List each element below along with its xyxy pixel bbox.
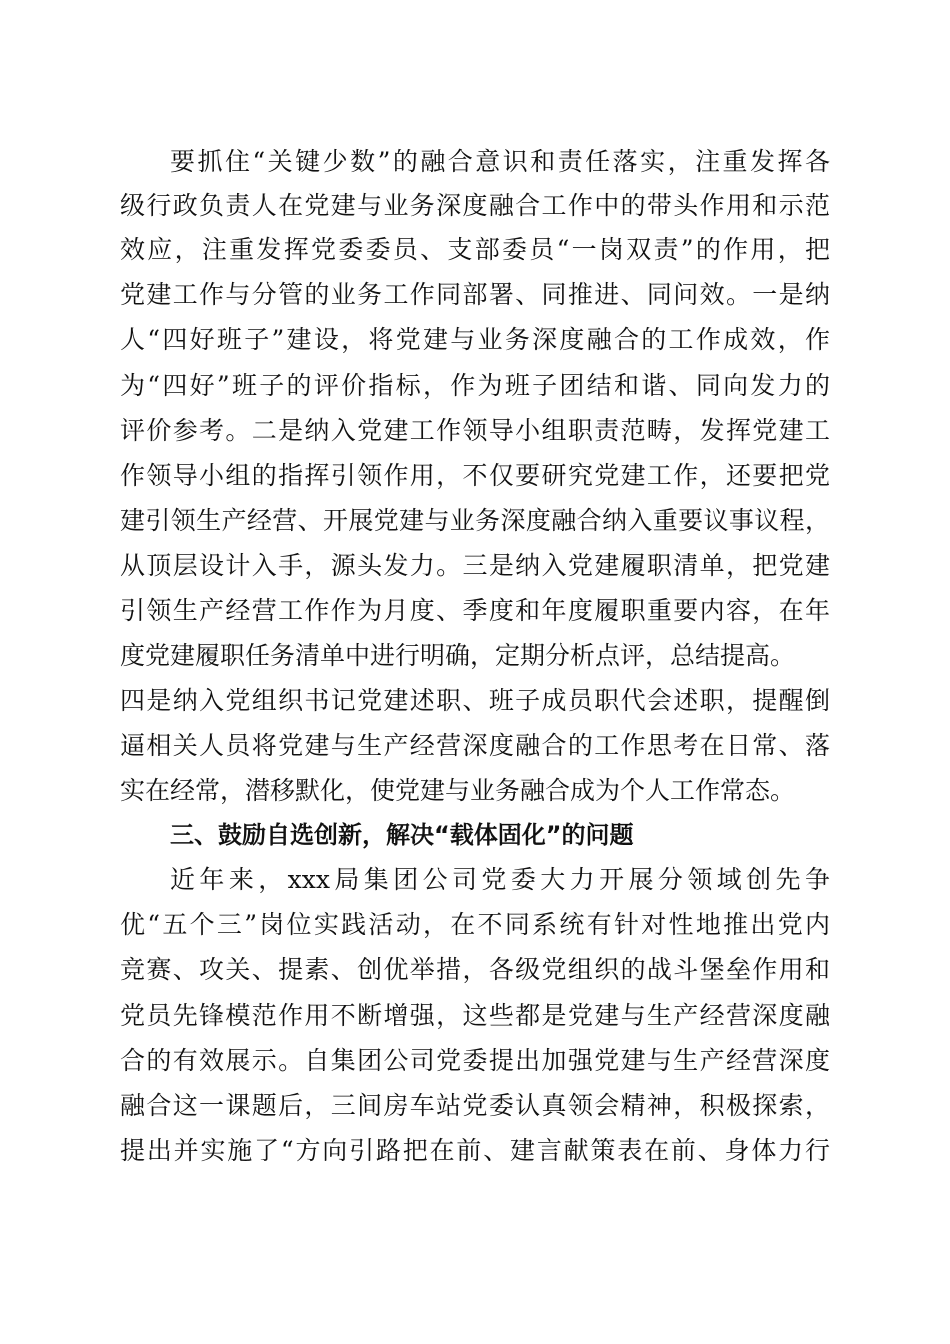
paragraph-2-line-5: 合的有效展示。自集团公司党委提出加强党建与生产经营深度 (120, 1046, 830, 1075)
paragraph-2-line-3: 竞赛、攻关、提素、创优举措，各级党组织的战斗堡垒作用和 (120, 955, 830, 984)
section-heading: 三、鼓励自选创新，解决“载体固化”的问题 (170, 821, 634, 849)
paragraph-1-line-12: 度党建履职任务清单中进行明确，定期分析点评，总结提高。 (120, 641, 796, 670)
paragraph-1-line-3: 效应，注重发挥党委委员、支部委员“一岗双责”的作用，把 (120, 235, 830, 264)
paragraph-2-line-6: 融合这一课题后，三间房车站党委认真领会精神，积极探索， (120, 1091, 830, 1120)
paragraph-1-line-2: 级行政负责人在党建与业务深度融合工作中的带头作用和示范 (120, 191, 830, 220)
paragraph-1-line-9: 建引领生产经营、开展党建与业务深度融合纳入重要议事议程， (120, 506, 830, 535)
paragraph-1-line-15: 实在经常，潜移默化，使党建与业务融合成为个人工作常态。 (120, 776, 796, 805)
paragraph-2-line-1: 近年来，xxx局集团公司党委大力开展分领域创先争 (170, 865, 830, 894)
paragraph-1-line-7: 评价参考。二是纳入党建工作领导小组职责范畴，发挥党建工 (120, 416, 830, 445)
paragraph-1-line-14: 逼相关人员将党建与生产经营深度融合的工作思考在日常、落 (120, 731, 830, 760)
paragraph-1-line-8: 作领导小组的指挥引领作用，不仅要研究党建工作，还要把党 (120, 461, 830, 490)
paragraph-1-line-10: 从顶层设计入手，源头发力。三是纳入党建履职清单，把党建 (120, 551, 830, 580)
paragraph-1-line-1: 要抓住“关键少数”的融合意识和责任落实，注重发挥各 (170, 147, 830, 176)
paragraph-1-line-5: 人“四好班子”建设，将党建与业务深度融合的工作成效，作 (120, 325, 830, 354)
paragraph-1-line-13: 四是纳入党组织书记党建述职、班子成员职代会述职，提醒倒 (120, 686, 830, 715)
paragraph-2-line-7: 提出并实施了“方向引路把在前、建言献策表在前、身体力行 (120, 1136, 830, 1165)
paragraph-1-line-6: 为“四好”班子的评价指标，作为班子团结和谐、同向发力的 (120, 371, 830, 400)
paragraph-2-line-4: 党员先锋模范作用不断增强，这些都是党建与生产经营深度融 (120, 1001, 830, 1030)
paragraph-1-line-4: 党建工作与分管的业务工作同部署、同推进、同问效。一是纳 (120, 280, 830, 309)
paragraph-1-line-11: 引领生产经营工作作为月度、季度和年度履职重要内容，在年 (120, 596, 830, 625)
paragraph-2-line-2: 优“五个三”岗位实践活动，在不同系统有针对性地推出党内 (120, 910, 830, 939)
